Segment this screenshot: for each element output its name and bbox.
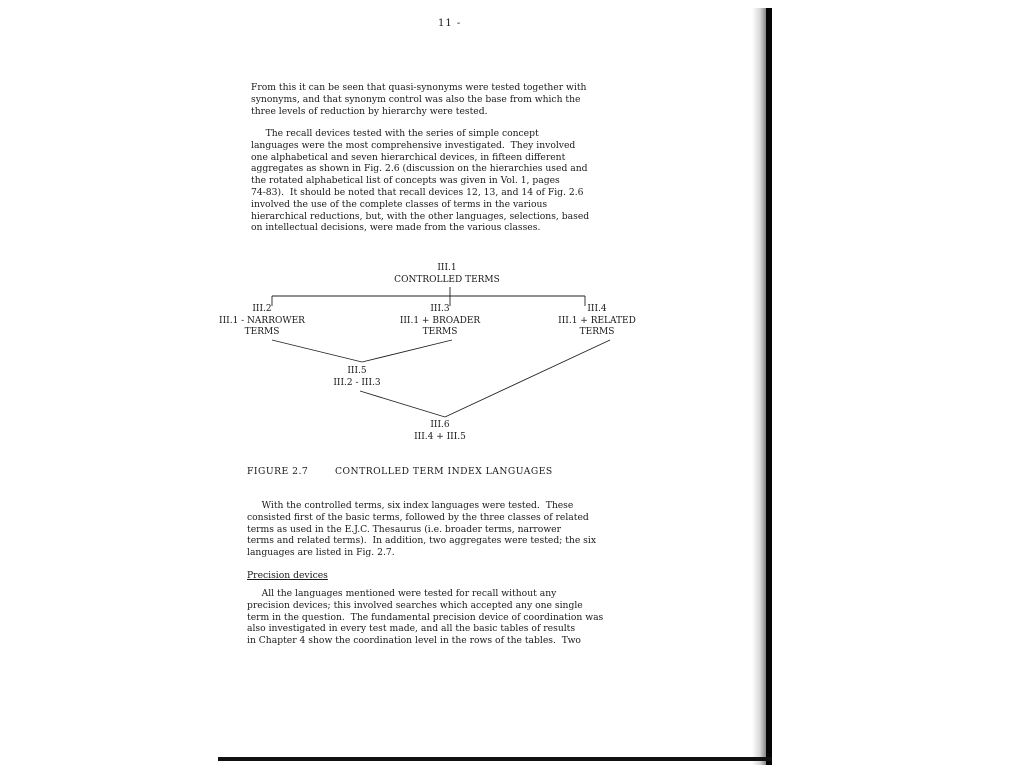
text-line: TERMS <box>579 327 615 338</box>
node-aggregate-iii6 <box>414 420 466 443</box>
paragraph-controlled-terms <box>247 500 596 559</box>
text-line: terms as used in the E.J.C. Thesaurus (i.e. broader terms, narrower <box>247 523 562 535</box>
text-line: III.2 <box>252 304 272 314</box>
text-line: III.4 <box>587 304 607 314</box>
connector-left-to-mid2 <box>272 340 362 362</box>
figure-caption <box>247 466 553 477</box>
text-line: III.1 - NARROWER <box>219 315 305 326</box>
paragraph-recall-devices <box>251 128 589 234</box>
text-line: term in the question. The fundamental precision device of coordination was <box>247 611 604 623</box>
text-line: III.5 <box>347 366 367 376</box>
connector-right-to-bottom <box>445 340 610 417</box>
text-line: TERMS <box>422 327 458 338</box>
connector-mid2-to-bottom <box>360 391 445 417</box>
page-edge <box>766 8 772 765</box>
text-line: III.3 <box>430 304 450 314</box>
text-line: aggregates as shown in Fig. 2.6 (discussion on the hierarchies used and <box>251 163 588 175</box>
text-line: 74-83). It should be noted that recall devices 12, 13, and 14 of Fig. 2.6 <box>251 186 584 198</box>
text-line: III.1 + BROADER <box>399 315 481 326</box>
figure-title: CONTROLLED TERM INDEX LANGUAGES <box>335 466 553 477</box>
text-line: III.4 + III.5 <box>414 431 466 442</box>
text-line: involved the use of the complete classes of terms in the various <box>251 198 548 210</box>
page-number: 11 - <box>438 18 462 29</box>
text-line: synonyms, and that synonym control was also the base from which the <box>251 93 581 105</box>
node-broader-terms <box>400 304 480 339</box>
text-line: consisted first of the basic terms, followed by the three classes of related <box>247 511 589 523</box>
text-line: III.1 + RELATED <box>558 315 636 326</box>
paragraph-synonyms <box>251 82 586 117</box>
section-heading-precision-devices: Precision devices <box>247 570 328 581</box>
paragraph-precision-devices <box>247 588 603 647</box>
text-line: From this it can be seen that quasi-synonyms were tested together with <box>251 82 587 93</box>
text-line: terms and related terms). In addition, two aggregates were tested; the six <box>247 535 597 547</box>
text-line: The recall devices tested with the series of simple concept <box>251 128 539 139</box>
text-line: All the languages mentioned were tested for recall without any <box>247 588 557 599</box>
text-line: III.1 <box>437 263 457 273</box>
text-line: III.6 <box>430 420 450 430</box>
page-bottom-edge <box>218 757 772 761</box>
node-narrower-terms <box>219 304 305 339</box>
text-line: one alphabetical and seven hierarchical devices, in fifteen different <box>251 151 566 163</box>
text-line: on intellectual decisions, were made from the various classes. <box>251 222 541 234</box>
node-related-terms <box>558 304 636 339</box>
text-line: TERMS <box>244 327 280 338</box>
text-line: the rotated alphabetical list of concepts was given in Vol. 1, pages <box>251 175 560 187</box>
text-line: languages were the most comprehensive investigated. They involved <box>251 139 576 151</box>
text-line: With the controlled terms, six index languages were tested. These <box>247 500 574 511</box>
node-controlled-terms <box>394 263 500 286</box>
text-line: also investigated in every test made, and all the basic tables of results <box>247 623 576 635</box>
connector-middle-to-mid2 <box>362 340 452 362</box>
node-aggregate-iii5 <box>333 366 380 389</box>
text-line: CONTROLLED TERMS <box>394 274 500 285</box>
text-line: three levels of reduction by hierarchy were tested. <box>251 105 488 117</box>
text-line: hierarchical reductions, but, with the other languages, selections, based <box>251 210 590 222</box>
text-line: in Chapter 4 show the coordination level in the rows of the tables. Two <box>247 635 581 647</box>
text-line: III.2 - III.3 <box>333 377 381 388</box>
figure-number: FIGURE 2.7 <box>247 466 309 477</box>
text-line: languages are listed in Fig. 2.7. <box>247 547 395 559</box>
text-line: precision devices; this involved searches which accepted any one single <box>247 599 583 611</box>
